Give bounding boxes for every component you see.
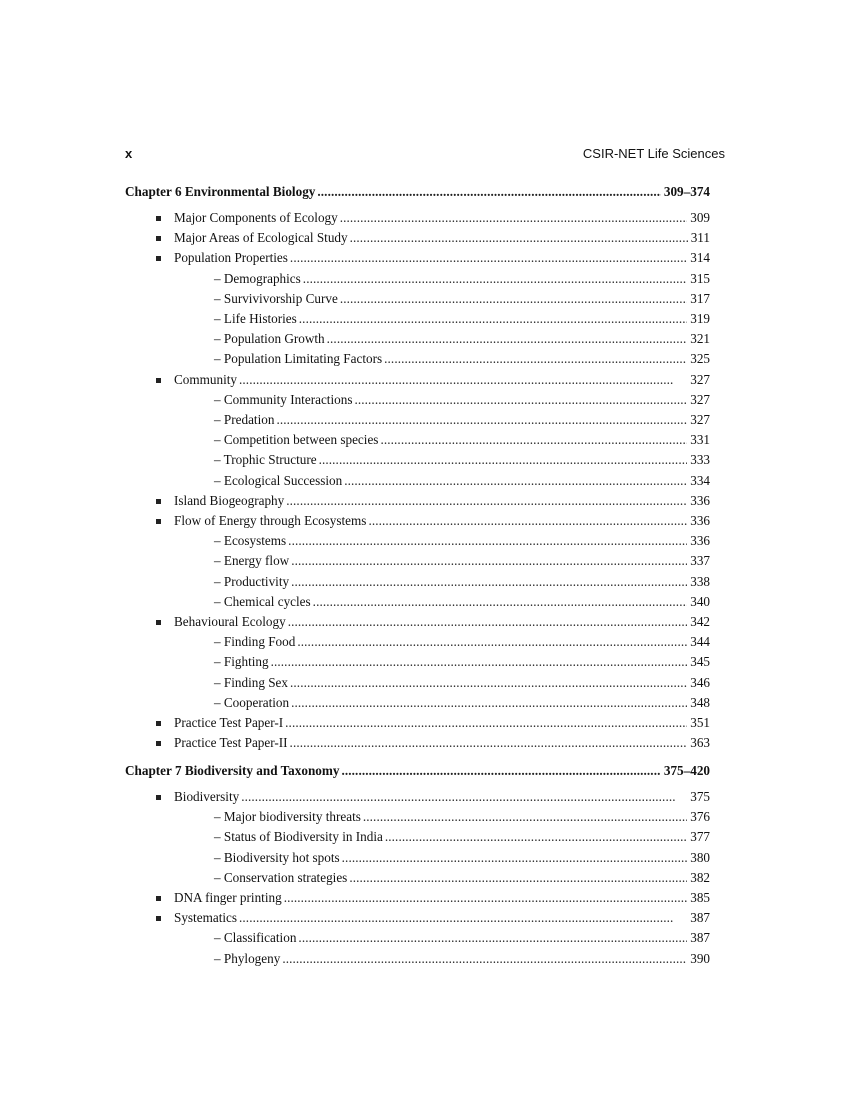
entry-label: Systematics — [174, 910, 238, 926]
dot-leader — [384, 351, 687, 367]
toc-subentry — [214, 351, 710, 367]
entry-page-number: 385 — [690, 890, 710, 905]
entry-page-number: 319 — [690, 311, 710, 326]
dot-leader — [290, 250, 687, 266]
entry-page-number: 317 — [690, 290, 710, 306]
dot-leader — [313, 594, 688, 610]
entry-page-number: 336 — [690, 533, 710, 549]
entry-page-number: 363 — [690, 735, 710, 751]
entry-page-number: 390 — [690, 950, 710, 966]
toc-subentry — [214, 594, 710, 610]
entry-page-number: 314 — [690, 250, 710, 266]
entry-label: – Conservation strategies — [214, 869, 348, 885]
entry-label: – Finding Sex — [214, 674, 289, 690]
dot-leader — [286, 493, 687, 509]
dot-leader — [340, 210, 687, 226]
entry-label: Chapter 6 Environmental Biology — [125, 184, 316, 199]
toc-subentry — [214, 809, 710, 825]
toc-entry — [174, 890, 710, 906]
dot-leader — [290, 735, 688, 751]
toc-entry — [174, 250, 710, 266]
dot-leader — [241, 789, 687, 805]
dot-leader — [327, 331, 688, 347]
dot-leader — [291, 574, 687, 590]
bullet-icon — [156, 499, 161, 504]
dot-leader — [298, 930, 687, 946]
entry-page-number: 309 — [690, 210, 710, 225]
toc-subentry — [214, 473, 710, 489]
dot-leader — [276, 412, 687, 428]
toc-entry — [174, 210, 710, 226]
toc-subentry — [214, 533, 710, 549]
toc-subentry — [214, 654, 710, 670]
dot-leader — [284, 890, 688, 906]
toc-entry — [174, 372, 710, 388]
entry-page-number: 327 — [690, 371, 710, 387]
entry-label: Island Biogeography — [174, 492, 285, 508]
dot-leader — [290, 675, 687, 691]
entry-label: DNA finger printing — [174, 890, 282, 905]
toc-subentry — [214, 553, 710, 569]
bullet-icon — [156, 721, 161, 726]
entry-label: Behavioural Ecology — [174, 614, 286, 629]
entry-label: – Competition between species — [214, 432, 379, 448]
entry-page-number: 334 — [690, 472, 710, 488]
entry-page-number: 375–420 — [663, 763, 710, 778]
dot-leader — [239, 372, 687, 388]
dot-leader — [354, 392, 687, 408]
bullet-icon — [156, 896, 161, 901]
toc-subentry — [214, 432, 710, 448]
dot-leader — [363, 809, 687, 825]
entry-label: – Status of Biodiversity in India — [214, 829, 383, 845]
entry-label: – Finding Food — [214, 634, 296, 650]
bullet-icon — [156, 256, 161, 261]
entry-page-number: 315 — [690, 270, 710, 286]
entry-page-number: 345 — [690, 654, 710, 670]
entry-page-number: 377 — [690, 829, 710, 845]
entry-page-number: 333 — [690, 452, 710, 468]
entry-label: – Community Interactions — [214, 391, 353, 407]
toc-subentry — [214, 870, 710, 886]
entry-label: Major Areas of Ecological Study — [174, 230, 348, 246]
entry-page-number: 387 — [690, 910, 710, 926]
bullet-icon — [156, 741, 161, 746]
dot-leader — [291, 695, 687, 711]
bullet-icon — [156, 216, 161, 221]
entry-page-number: 348 — [690, 694, 710, 710]
entry-label: – Demographics — [214, 270, 301, 286]
chapter-heading — [125, 184, 710, 200]
entry-page-number: 376 — [690, 809, 710, 825]
entry-page-number: 325 — [690, 351, 710, 367]
entry-label: Community — [174, 371, 238, 387]
entry-page-number: 336 — [690, 513, 710, 528]
entry-page-number: 331 — [690, 432, 710, 448]
entry-label: Practice Test Paper-II — [174, 735, 288, 751]
entry-page-number: 337 — [690, 553, 710, 569]
toc-entry — [174, 513, 710, 529]
dot-leader — [385, 829, 687, 845]
dot-leader — [368, 513, 687, 529]
bullet-icon — [156, 519, 161, 524]
toc-subentry — [214, 392, 710, 408]
bullet-icon — [156, 378, 161, 383]
entry-label: Biodiversity — [174, 789, 240, 804]
toc-subentry — [214, 951, 710, 967]
entry-label: – Biodiversity hot spots — [214, 849, 340, 865]
entry-page-number: 351 — [690, 715, 710, 730]
entry-page-number: 327 — [690, 412, 710, 427]
entry-label: – Energy flow — [214, 553, 290, 569]
entry-label: – Life Histories — [214, 311, 297, 326]
entry-label: – Cooperation — [214, 694, 290, 710]
toc-subentry — [214, 412, 710, 428]
dot-leader — [340, 291, 687, 307]
entry-page-number: 336 — [690, 492, 710, 508]
entry-page-number: 311 — [690, 230, 710, 246]
entry-label: Population Properties — [174, 250, 288, 266]
dot-leader — [299, 311, 687, 327]
dot-leader — [271, 654, 688, 670]
entry-label: – Predation — [214, 412, 275, 427]
bullet-icon — [156, 795, 161, 800]
entry-label: – Classification — [214, 930, 297, 946]
entry-label: – Phylogeny — [214, 950, 281, 966]
dot-leader — [342, 850, 688, 866]
chapter-heading — [125, 763, 710, 779]
entry-page-number: 340 — [690, 593, 710, 609]
toc-entry — [174, 789, 710, 805]
toc-entry — [174, 614, 710, 630]
entry-label: – Chemical cycles — [214, 593, 311, 609]
bullet-icon — [156, 916, 161, 921]
dot-leader — [288, 533, 687, 549]
entry-label: – Productivity — [214, 573, 290, 589]
dot-leader — [319, 452, 688, 468]
entry-page-number: 321 — [690, 331, 710, 347]
page-numeral: x — [125, 146, 133, 161]
toc-entry — [174, 493, 710, 509]
dot-leader — [341, 763, 660, 779]
dot-leader — [380, 432, 687, 448]
entry-label: – Ecosystems — [214, 533, 287, 549]
dot-leader — [344, 473, 687, 489]
bullet-icon — [156, 236, 161, 241]
entry-label: – Ecological Succession — [214, 472, 343, 488]
entry-label: – Survivivorship Curve — [214, 290, 338, 306]
entry-label: – Population Growth — [214, 331, 325, 347]
bullet-icon — [156, 620, 161, 625]
toc-subentry — [214, 850, 710, 866]
book-title: CSIR-NET Life Sciences — [582, 146, 725, 161]
dot-leader — [303, 271, 687, 287]
entry-label: – Fighting — [214, 654, 269, 670]
entry-page-number: 382 — [690, 869, 710, 885]
toc-subentry — [214, 291, 710, 307]
entry-page-number: 346 — [690, 674, 710, 690]
dot-leader — [350, 230, 688, 246]
toc-subentry — [214, 331, 710, 347]
entry-label: – Major biodiversity threats — [214, 809, 361, 825]
toc-entry — [174, 735, 710, 751]
toc-subentry — [214, 452, 710, 468]
toc-subentry — [214, 829, 710, 845]
toc-entry — [174, 715, 710, 731]
toc-subentry — [214, 574, 710, 590]
running-head — [125, 146, 725, 164]
dot-leader — [282, 951, 687, 967]
entry-label: Practice Test Paper-I — [174, 715, 284, 730]
entry-page-number: 344 — [690, 634, 710, 650]
dot-leader — [285, 715, 687, 731]
toc-subentry — [214, 930, 710, 946]
entry-page-number: 387 — [690, 930, 710, 946]
entry-label: – Population Limitating Factors — [214, 351, 383, 367]
entry-page-number: 380 — [690, 849, 710, 865]
entry-page-number: 327 — [690, 391, 710, 407]
toc-subentry — [214, 675, 710, 691]
dot-leader — [291, 553, 687, 569]
entry-page-number: 338 — [690, 573, 710, 589]
dot-leader — [297, 634, 687, 650]
toc-entry — [174, 230, 710, 246]
entry-label: Major Components of Ecology — [174, 210, 338, 225]
toc-subentry — [214, 634, 710, 650]
entry-label: – Trophic Structure — [214, 452, 317, 468]
toc-subentry — [214, 311, 710, 327]
toc-subentry — [214, 695, 710, 711]
entry-label: Flow of Energy through Ecosystems — [174, 513, 367, 528]
toc-entry — [174, 910, 710, 926]
dot-leader — [239, 910, 687, 926]
dot-leader — [288, 614, 688, 630]
dot-leader — [317, 184, 660, 200]
toc-subentry — [214, 271, 710, 287]
entry-page-number: 375 — [690, 789, 710, 804]
dot-leader — [349, 870, 687, 886]
entry-label: Chapter 7 Biodiversity and Taxonomy — [125, 763, 340, 778]
entry-page-number: 309–374 — [663, 184, 710, 199]
entry-page-number: 342 — [690, 614, 710, 629]
